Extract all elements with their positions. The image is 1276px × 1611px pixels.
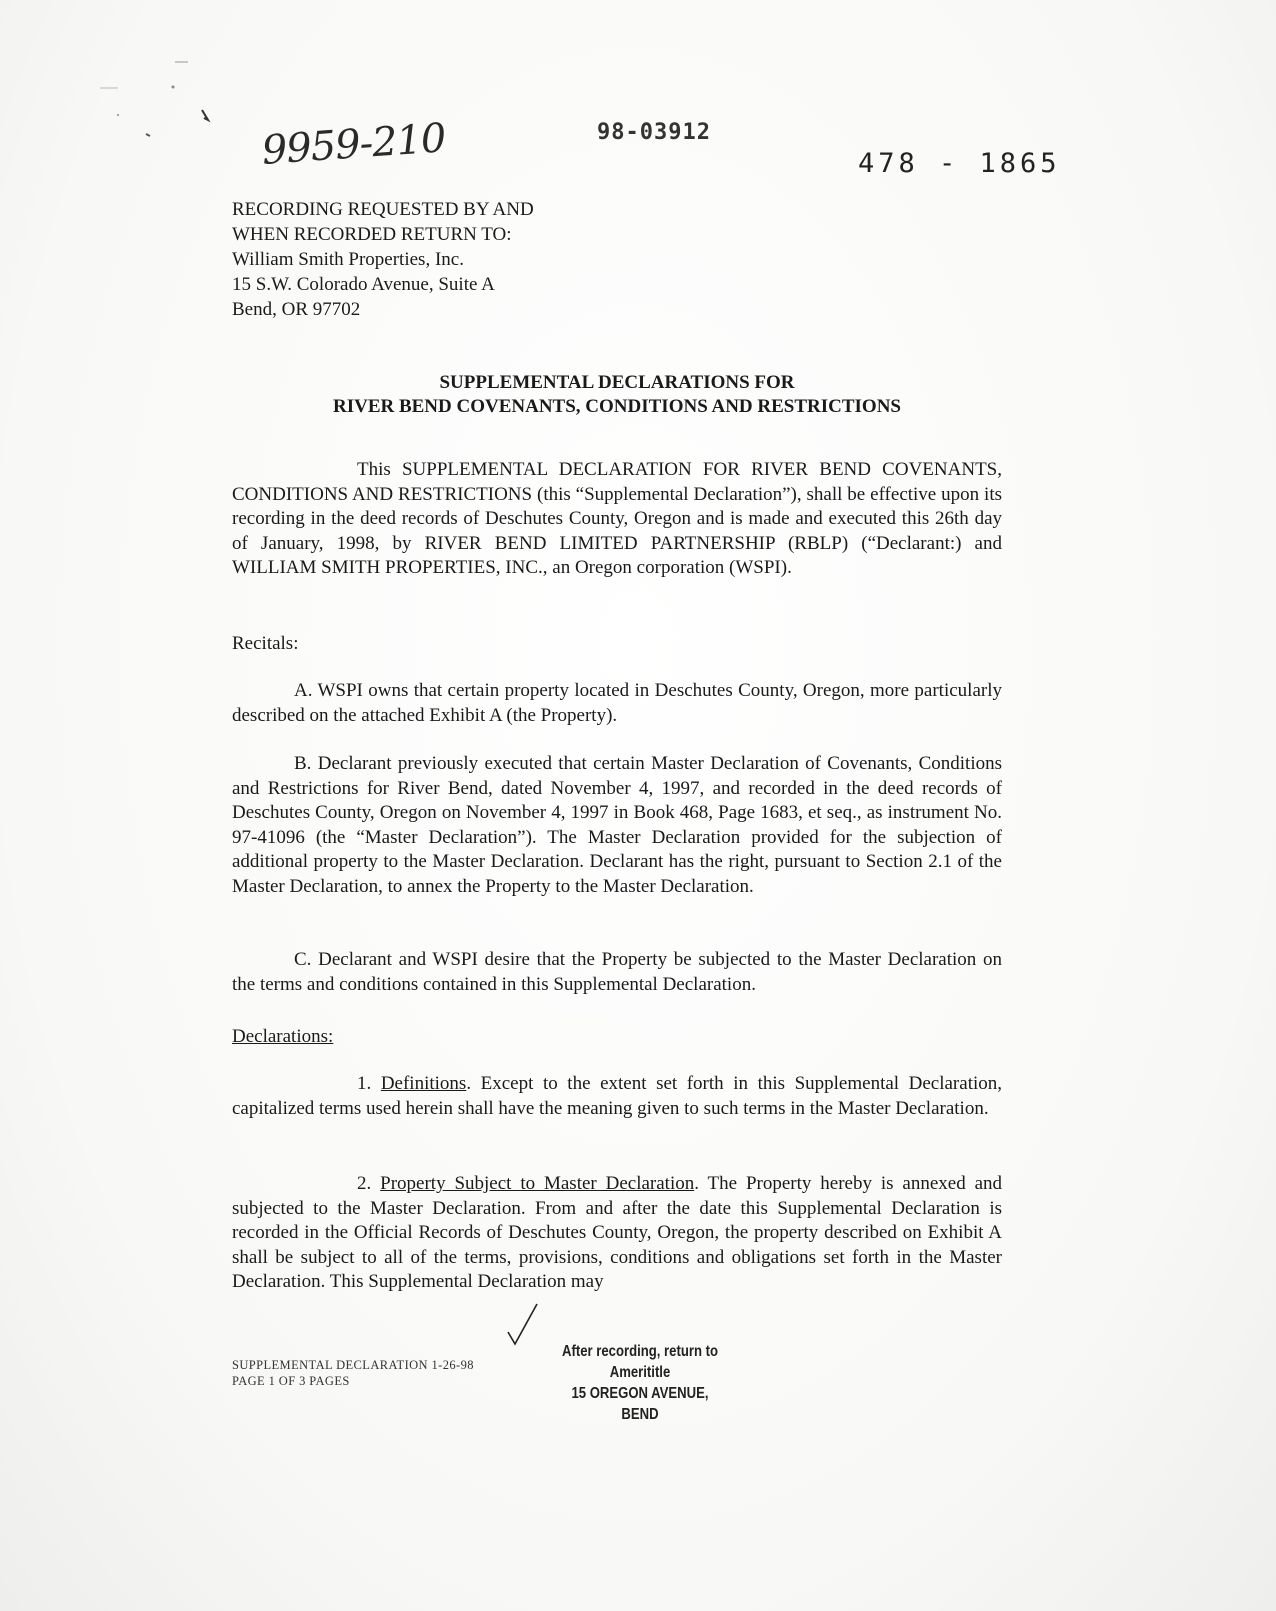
stamp-line: 15 OREGON AVENUE, BEND [571,1385,709,1423]
declarations-heading: Declarations: [232,1026,334,1047]
title-line: SUPPLEMENTAL DECLARATIONS FOR [439,372,795,393]
title-line: RIVER BEND COVENANTS, CONDITIONS AND RESTRICTIONS [332,396,901,417]
check-mark-icon [505,1302,545,1352]
return-line: 15 S.W. Colorado Avenue, Suite A [232,274,495,295]
stamp-line: After recording, return to [561,1343,718,1360]
return-line: RECORDING REQUESTED BY AND [232,199,534,220]
footer-line: PAGE 1 OF 3 PAGES [232,1374,350,1388]
section-2-heading: Property Subject to Master Declaration [380,1173,695,1194]
section-2-number: 2. [357,1173,372,1194]
recording-stamp [558,1341,722,1425]
document-number: 98-03912 [597,120,711,145]
return-line: Bend, OR 97702 [232,299,361,320]
page-footer [232,1357,474,1389]
return-line: William Smith Properties, Inc. [232,249,464,270]
recital-c: C. Declarant and WSPI desire that the Property be subjected to the Master Declaration on the terms and conditions contained in this Supplemental Declaration. [232,949,1002,995]
section-1 [232,1072,1002,1121]
stamp-line: Amerititle [609,1364,671,1381]
document-title [232,371,1002,419]
section-1-heading: Definitions [380,1073,467,1094]
section-2-text: . The Property hereby is annexed and subjected to the Master Declaration. From and after the date this Supplemental Declaration is recorded in the Official Records of Deschutes County, Oregon, the property described on Exhibit A shall be subject to all of the terms, provisions, conditions and obligations set forth in the Master Declaration. This Supplemental Declaration may [232,1173,1003,1292]
recital-b: B. Declarant previously executed that certain Master Declaration of Covenants, Conditions and Restrictions for River Bend, dated November 4, 1997, and recorded in the deed records of Deschutes County, Oregon on November 4, 1997 in Book 468, Page 1683, et seq., as instrument No. 97-41096 (the “Master Declaration”). The Master Declaration provided for the subjection of additional property to the Master Declaration. Declarant has the right, pursuant to Section 2.1 of the Master Declaration, to annex the Property to the Master Declaration. [232,753,1002,897]
recital-a: A. WSPI owns that certain property located in Deschutes County, Oregon, more particularly described on the attached Exhibit A (the Property). [232,680,1002,726]
book-page-number: 478 - 1865 [858,148,1061,179]
recitals-heading: Recitals: [232,633,299,654]
section-2 [232,1172,1002,1295]
section-1-text: . Except to the extent set forth in this Supplemental Declaration, capitalized terms used herein shall have the meaning given to such terms in the Master Declaration. [232,1073,1003,1119]
intro-paragraph: This SUPPLEMENTAL DECLARATION FOR RIVER BEND COVENANTS, CONDITIONS AND RESTRICTIONS (this “Supplemental Declaration”), shall be effective upon its recording in the deed records of Deschutes County, Oregon and is made and executed this 26th day of January, 1998, by RIVER BEND LIMITED PARTNERSHIP (RBLP) (“Declarant:) and WILLIAM SMITH PROPERTIES, INC., an Oregon corporation (WSPI). [232,459,1002,578]
handwritten-number: 9959-210 [260,115,447,174]
declarations-heading-wrap [232,1025,1002,1050]
return-address-block [232,197,534,322]
section-1-number: 1. [357,1073,372,1094]
return-line: WHEN RECORDED RETURN TO: [232,224,512,245]
footer-line: SUPPLEMENTAL DECLARATION 1-26-98 [232,1358,474,1372]
scan-specks [80,60,220,150]
